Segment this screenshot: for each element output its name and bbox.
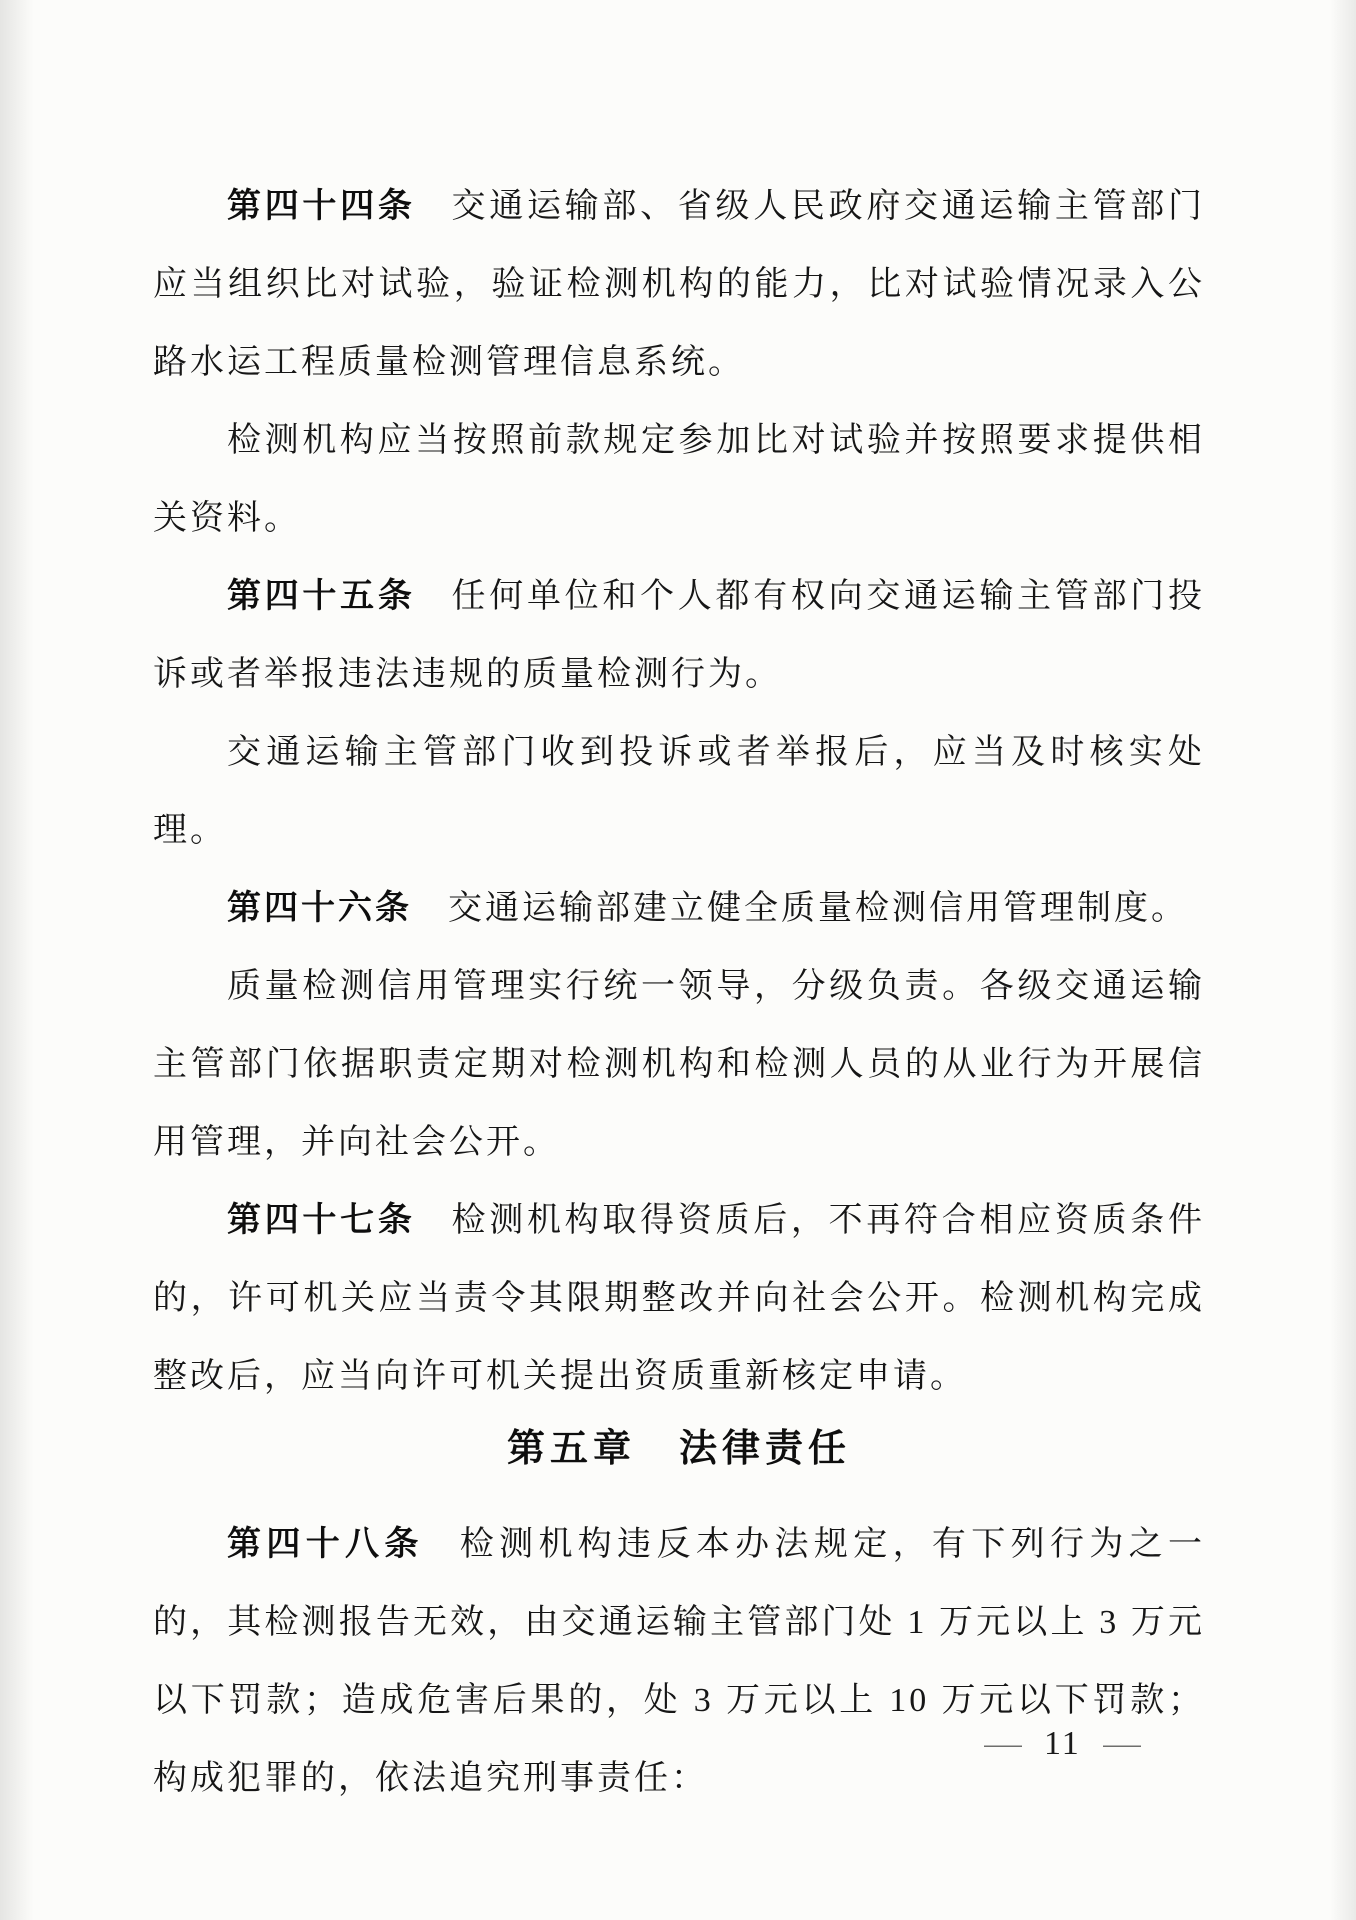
article-45-clause2 (153, 714, 1205, 870)
article-48-paragraph (153, 1506, 1205, 1818)
document-body (153, 168, 1205, 1818)
article-45-paragraph (153, 558, 1205, 714)
footer-left-dash: — (984, 1727, 1022, 1760)
article-45-label: 第四十五条 (227, 578, 416, 615)
footer-right-dash: — (1103, 1727, 1141, 1760)
page-number: 11 (1044, 1725, 1081, 1762)
article-46-text: 交通运输部建立健全质量检测信用管理制度。 (448, 890, 1188, 927)
article-44-clause2 (153, 402, 1205, 558)
article-47-text: 检测机构取得资质后，不再符合相应资质条件的，许可机关应当责令其限期整改并向社会公开。检测机构完成整改后，应当向许可机关提出资质重新核定申请。 (153, 1202, 1206, 1395)
article-46-paragraph (153, 870, 1205, 948)
article-48-text: 检测机构违反本办法规定，有下列行为之一的，其检测报告无效，由交通运输主管部门处 1 万元以上 3 万元以下罚款；造成危害后果的，处 3 万元以上 10 万元以下罚款；构成犯罪的，依法追究刑事责任： (153, 1526, 1206, 1797)
article-44-paragraph (153, 168, 1205, 402)
article-46-clause2 (153, 948, 1205, 1182)
article-47-paragraph (153, 1182, 1205, 1416)
chapter-5-heading: 第五章 法律责任 (506, 1428, 851, 1470)
article-45-text: 任何单位和个人都有权向交通运输主管部门投诉或者举报违法违规的质量检测行为。 (153, 578, 1206, 693)
article-46-clause2-text: 质量检测信用管理实行统一领导，分级负责。各级交通运输主管部门依据职责定期对检测机构和检测人员的从业行为开展信用管理，并向社会公开。 (153, 968, 1205, 1161)
page-footer (984, 1722, 1141, 1766)
article-44-clause2-text: 检测机构应当按照前款规定参加比对试验并按照要求提供相关资料。 (153, 422, 1205, 537)
article-47-label: 第四十七条 (227, 1202, 416, 1239)
article-44-text: 交通运输部、省级人民政府交通运输主管部门应当组织比对试验，验证检测机构的能力，比对试验情况录入公路水运工程质量检测管理信息系统。 (153, 188, 1206, 381)
article-48-label: 第四十八条 (227, 1526, 424, 1563)
article-44-label: 第四十四条 (227, 188, 416, 225)
article-45-clause2-text: 交通运输主管部门收到投诉或者举报后，应当及时核实处理。 (153, 734, 1205, 849)
article-46-label: 第四十六条 (227, 890, 412, 927)
